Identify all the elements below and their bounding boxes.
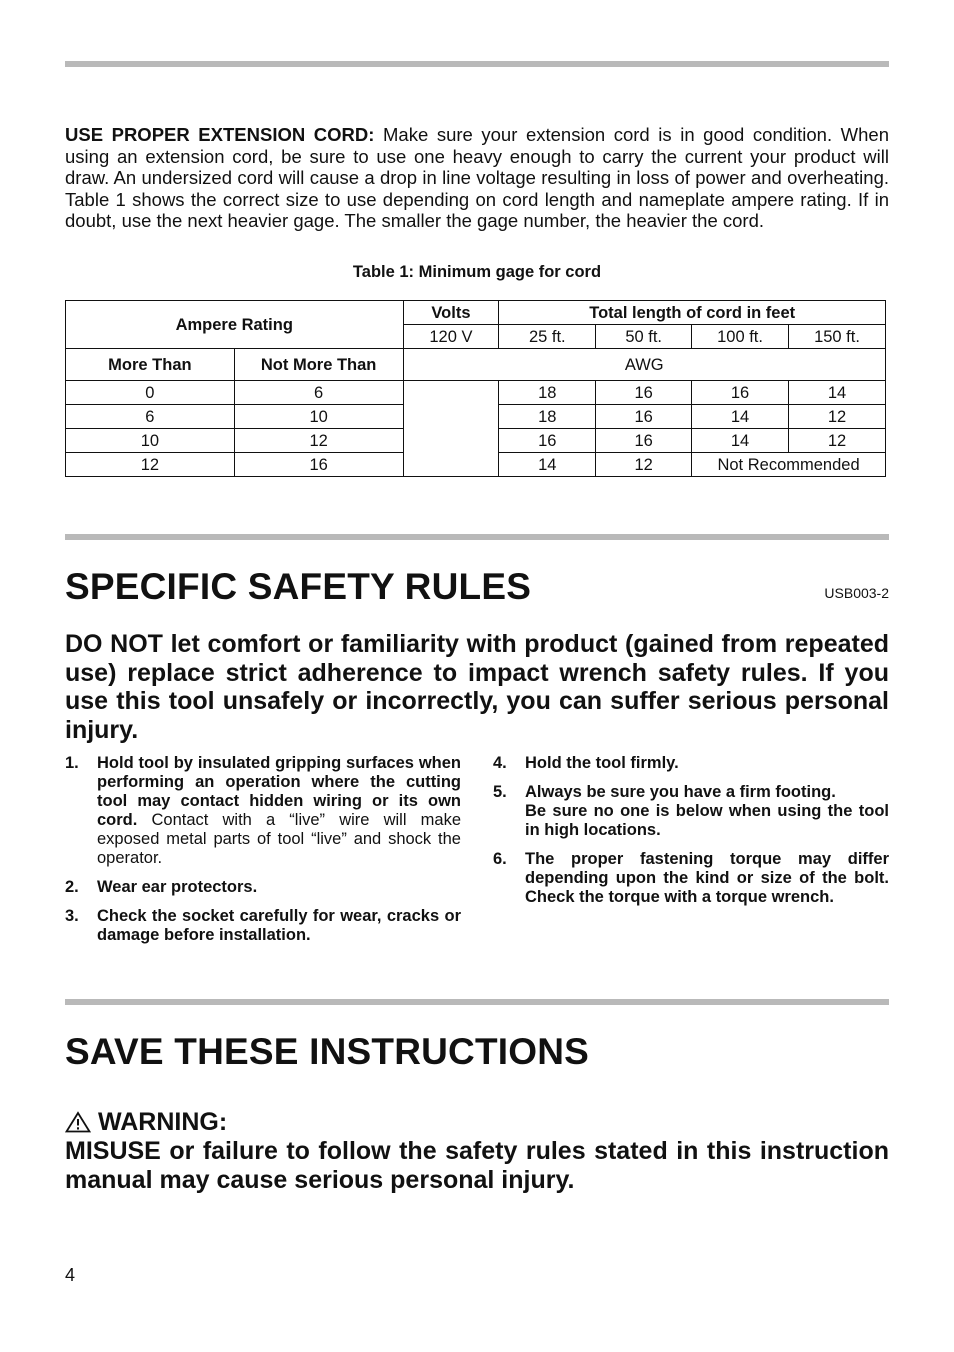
gage-cell: 12 xyxy=(596,453,692,477)
save-divider xyxy=(65,999,889,1005)
item-bold-text: Always be sure you have a firm footing. xyxy=(525,783,836,801)
page-number: 4 xyxy=(65,1265,76,1285)
not-recommended-cell: Not Recommended xyxy=(692,453,886,477)
table-range-header-row xyxy=(66,349,886,381)
warning-label: WARNING: xyxy=(98,1108,228,1136)
list-item xyxy=(493,754,889,773)
table-row xyxy=(66,381,886,405)
item-bold-text: The proper fastening torque may differ depending upon the kind or size of the bolt. Check the torque with a torque wrench. xyxy=(525,850,889,906)
not-more-than-header: Not More Than xyxy=(234,349,403,381)
cord-gage-table xyxy=(65,300,886,477)
item-number: 2. xyxy=(65,878,79,896)
safety-divider xyxy=(65,534,889,540)
item-number: 3. xyxy=(65,907,79,925)
more-than-header: More Than xyxy=(66,349,235,381)
item-bold-text: Wear ear protectors. xyxy=(97,878,258,896)
item-number: 6. xyxy=(493,850,507,868)
list-item xyxy=(65,907,461,945)
more-than-cell: 12 xyxy=(66,453,235,477)
list-item xyxy=(65,878,461,897)
volts-header: Volts xyxy=(403,301,499,325)
safety-list-left xyxy=(65,754,461,955)
safety-list-right xyxy=(493,754,889,917)
list-item xyxy=(493,850,889,907)
more-than-cell: 10 xyxy=(66,429,235,453)
top-divider xyxy=(65,61,889,67)
item-number: 1. xyxy=(65,754,79,772)
gage-cell: 12 xyxy=(789,405,886,429)
length-50: 50 ft. xyxy=(596,325,692,349)
save-title: SAVE THESE INSTRUCTIONS xyxy=(65,1031,590,1072)
item-bold-text: Hold the tool firmly. xyxy=(525,754,679,772)
voltage-cell: 120 V xyxy=(403,325,499,349)
safety-lead: DO NOT let comfort or familiarity with product (gained from repeated use) replace strict adherence to impact wrench safety rules. If you use this tool unsafely or incorrectly, you can suffer serious personal injury. xyxy=(65,630,889,744)
item-number: 5. xyxy=(493,783,507,801)
length-150: 150 ft. xyxy=(789,325,886,349)
warning-text: MISUSE or failure to follow the safety rules stated in this instruction manual may cause serious personal injury. xyxy=(65,1137,889,1194)
item-normal-text: Contact with a “live” wire will make exposed metal parts of tool “live” and shock the operator. xyxy=(97,811,461,867)
table-header-row xyxy=(66,301,886,325)
extension-cord-lead: USE PROPER EXTENSION CORD: xyxy=(65,124,375,145)
gage-cell: 18 xyxy=(499,381,596,405)
not-more-than-cell: 10 xyxy=(234,405,403,429)
more-than-cell: 0 xyxy=(66,381,235,405)
length-100: 100 ft. xyxy=(692,325,789,349)
ampere-rating-header: Ampere Rating xyxy=(66,301,404,349)
gage-cell: 16 xyxy=(499,429,596,453)
gage-cell: 14 xyxy=(499,453,596,477)
extension-cord-text: Make sure your extension cord is in good condition. When using an extension cord, be sure to use one heavy enough to carry the current your product will draw. An undersized cord will cause a drop in line voltage resulting in loss of power and overheating. Table 1 shows the correct size to use depending on cord length and nameplate ampere rating. If in doubt, use the next heavier gage. The smaller the gage number, the heavier the cord. xyxy=(65,124,890,231)
item-bold-text-second: Be sure no one is below when using the tool in high locations. xyxy=(525,802,889,839)
item-bold-text: Check the socket carefully for wear, cracks or damage before installation. xyxy=(97,907,461,944)
list-item xyxy=(493,783,889,840)
item-number: 4. xyxy=(493,754,507,772)
item-bold-text: Hold tool by insulated gripping surfaces when performing an operation where the cutting tool may contact hidden wiring or its own cord. xyxy=(97,754,461,829)
gage-cell: 18 xyxy=(499,405,596,429)
not-more-than-cell: 12 xyxy=(234,429,403,453)
extension-cord-paragraph xyxy=(65,124,889,232)
gage-cell: 16 xyxy=(596,405,692,429)
gage-cell: 16 xyxy=(692,381,789,405)
length-25: 25 ft. xyxy=(499,325,596,349)
warning-triangle-icon xyxy=(65,1111,91,1133)
more-than-cell: 6 xyxy=(66,405,235,429)
gage-cell: 14 xyxy=(692,405,789,429)
table-caption: Table 1: Minimum gage for cord xyxy=(352,263,602,281)
volts-blank-cell xyxy=(403,381,499,477)
awg-header: AWG xyxy=(403,349,886,381)
document-code: USB003-2 xyxy=(824,585,889,601)
gage-cell: 14 xyxy=(789,381,886,405)
gage-cell: 14 xyxy=(692,429,789,453)
gage-cell: 12 xyxy=(789,429,886,453)
safety-title: SPECIFIC SAFETY RULES xyxy=(65,566,532,607)
gage-cell: 16 xyxy=(596,429,692,453)
not-more-than-cell: 16 xyxy=(234,453,403,477)
gage-cell: 16 xyxy=(596,381,692,405)
not-more-than-cell: 6 xyxy=(234,381,403,405)
warning-heading xyxy=(65,1108,227,1136)
list-item xyxy=(65,754,461,868)
total-length-header: Total length of cord in feet xyxy=(499,301,886,325)
